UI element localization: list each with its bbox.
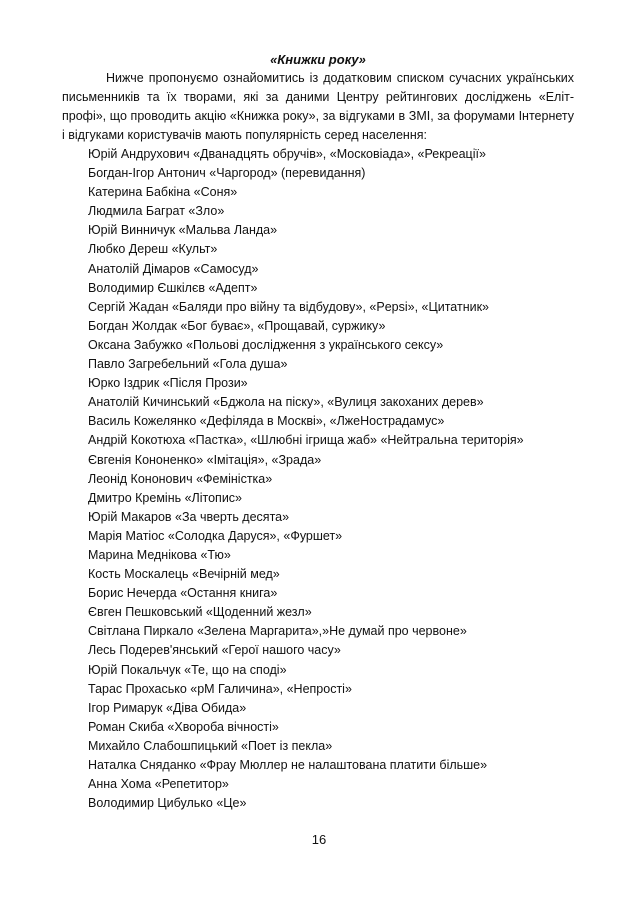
list-item: Борис Нечерда «Остання книга» xyxy=(88,586,278,601)
document-page xyxy=(62,50,574,813)
list-item: Ігор Римарук «Діва Обида» xyxy=(88,700,247,715)
list-item: Сергій Жадан «Баляди про війну та відбудову», «Pepsi», «Цитатник» xyxy=(88,299,490,314)
list-item: Леонід Кононович «Феміністка» xyxy=(88,471,273,486)
page-number: 16 xyxy=(311,832,327,847)
list-item: Богдан-Ігор Антонич «Чаргород» (перевидання) xyxy=(88,166,366,181)
list-item: Кость Москалець «Вечірній мед» xyxy=(88,567,280,582)
list-item: Богдан Жолдак «Бог буває», «Прощавай, суржику» xyxy=(88,318,386,333)
list-item: Анатолій Кичинський «Бджола на піску», «Вулиця закоханих дерев» xyxy=(88,395,484,410)
intro-paragraph: Нижче пропонуємо ознайомитись із додатковим списком сучасних українських письменників та їх творами, які за даними Центру рейтингових досліджень «Еліт-профі», що проводить акцію «Книжка року», за відгуками в ЗМІ, за форумами Інтернету і відгуками користувачів мають популярність серед населення: xyxy=(62,71,574,142)
list-item: Роман Скиба «Хвороба вічності» xyxy=(88,719,279,734)
list-item: Марія Матіос «Солодка Даруся», «Фуршет» xyxy=(88,528,343,543)
list-item: Катерина Бабкіна «Соня» xyxy=(88,185,238,200)
list-item: Анна Хома «Репетитор» xyxy=(88,777,229,792)
list-item: Євген Пешковський «Щоденний жезл» xyxy=(88,605,312,620)
document-title: «Книжки року» xyxy=(270,52,366,67)
list-item: Марина Меднікова «Тю» xyxy=(88,547,231,562)
list-item: Андрій Кокотюха «Пастка», «Шлюбні ігрища жаб» «Нейтральна територія» xyxy=(88,433,524,448)
list-item: Дмитро Кремінь «Літопис» xyxy=(88,490,243,505)
list-item: Володимир Цибулько «Це» xyxy=(88,796,247,811)
list-item: Юрій Винничук «Мальва Ланда» xyxy=(88,223,278,238)
book-list xyxy=(62,145,574,813)
list-item: Оксана Забужко «Польові дослідження з українського сексу» xyxy=(88,337,444,352)
list-item: Наталка Сняданко «Фрау Мюллер не налаштована платити більше» xyxy=(88,758,488,772)
list-item: Людмила Баграт «Зло» xyxy=(88,204,225,219)
list-item: Володимир Єшкілєв «Адепт» xyxy=(88,280,258,295)
list-item: Павло Загребельний «Гола душа» xyxy=(88,357,288,372)
list-item: Юрко Іздрик «Після Прози» xyxy=(88,376,248,391)
list-item: Євгенія Кононенко» «Імітація», «Зрада» xyxy=(88,452,322,467)
list-item: Любко Дереш «Культ» xyxy=(88,242,218,257)
list-item: Анатолій Дімаров «Самосуд» xyxy=(88,261,259,276)
list-item: Михайло Слабошпицький «Поет із пекла» xyxy=(88,738,333,753)
list-item: Юрій Андрухович «Дванадцять обручів», «Московіада», «Рекреації» xyxy=(88,147,486,161)
list-item: Лесь Подерев'янський «Герої нашого часу» xyxy=(88,643,341,658)
list-item: Юрій Макаров «За чверть десята» xyxy=(88,509,290,524)
list-item: Василь Кожелянко «Дефіляда в Москві», «ЛжеНострадамус» xyxy=(88,414,445,429)
list-item: Юрій Покальчук «Те, що на споді» xyxy=(88,662,287,677)
list-item: Тарас Прохасько «рМ Галичина», «Непрості» xyxy=(88,681,352,696)
list-item: Світлана Пиркало «Зелена Маргарита»,»Не думай про червоне» xyxy=(88,624,467,639)
